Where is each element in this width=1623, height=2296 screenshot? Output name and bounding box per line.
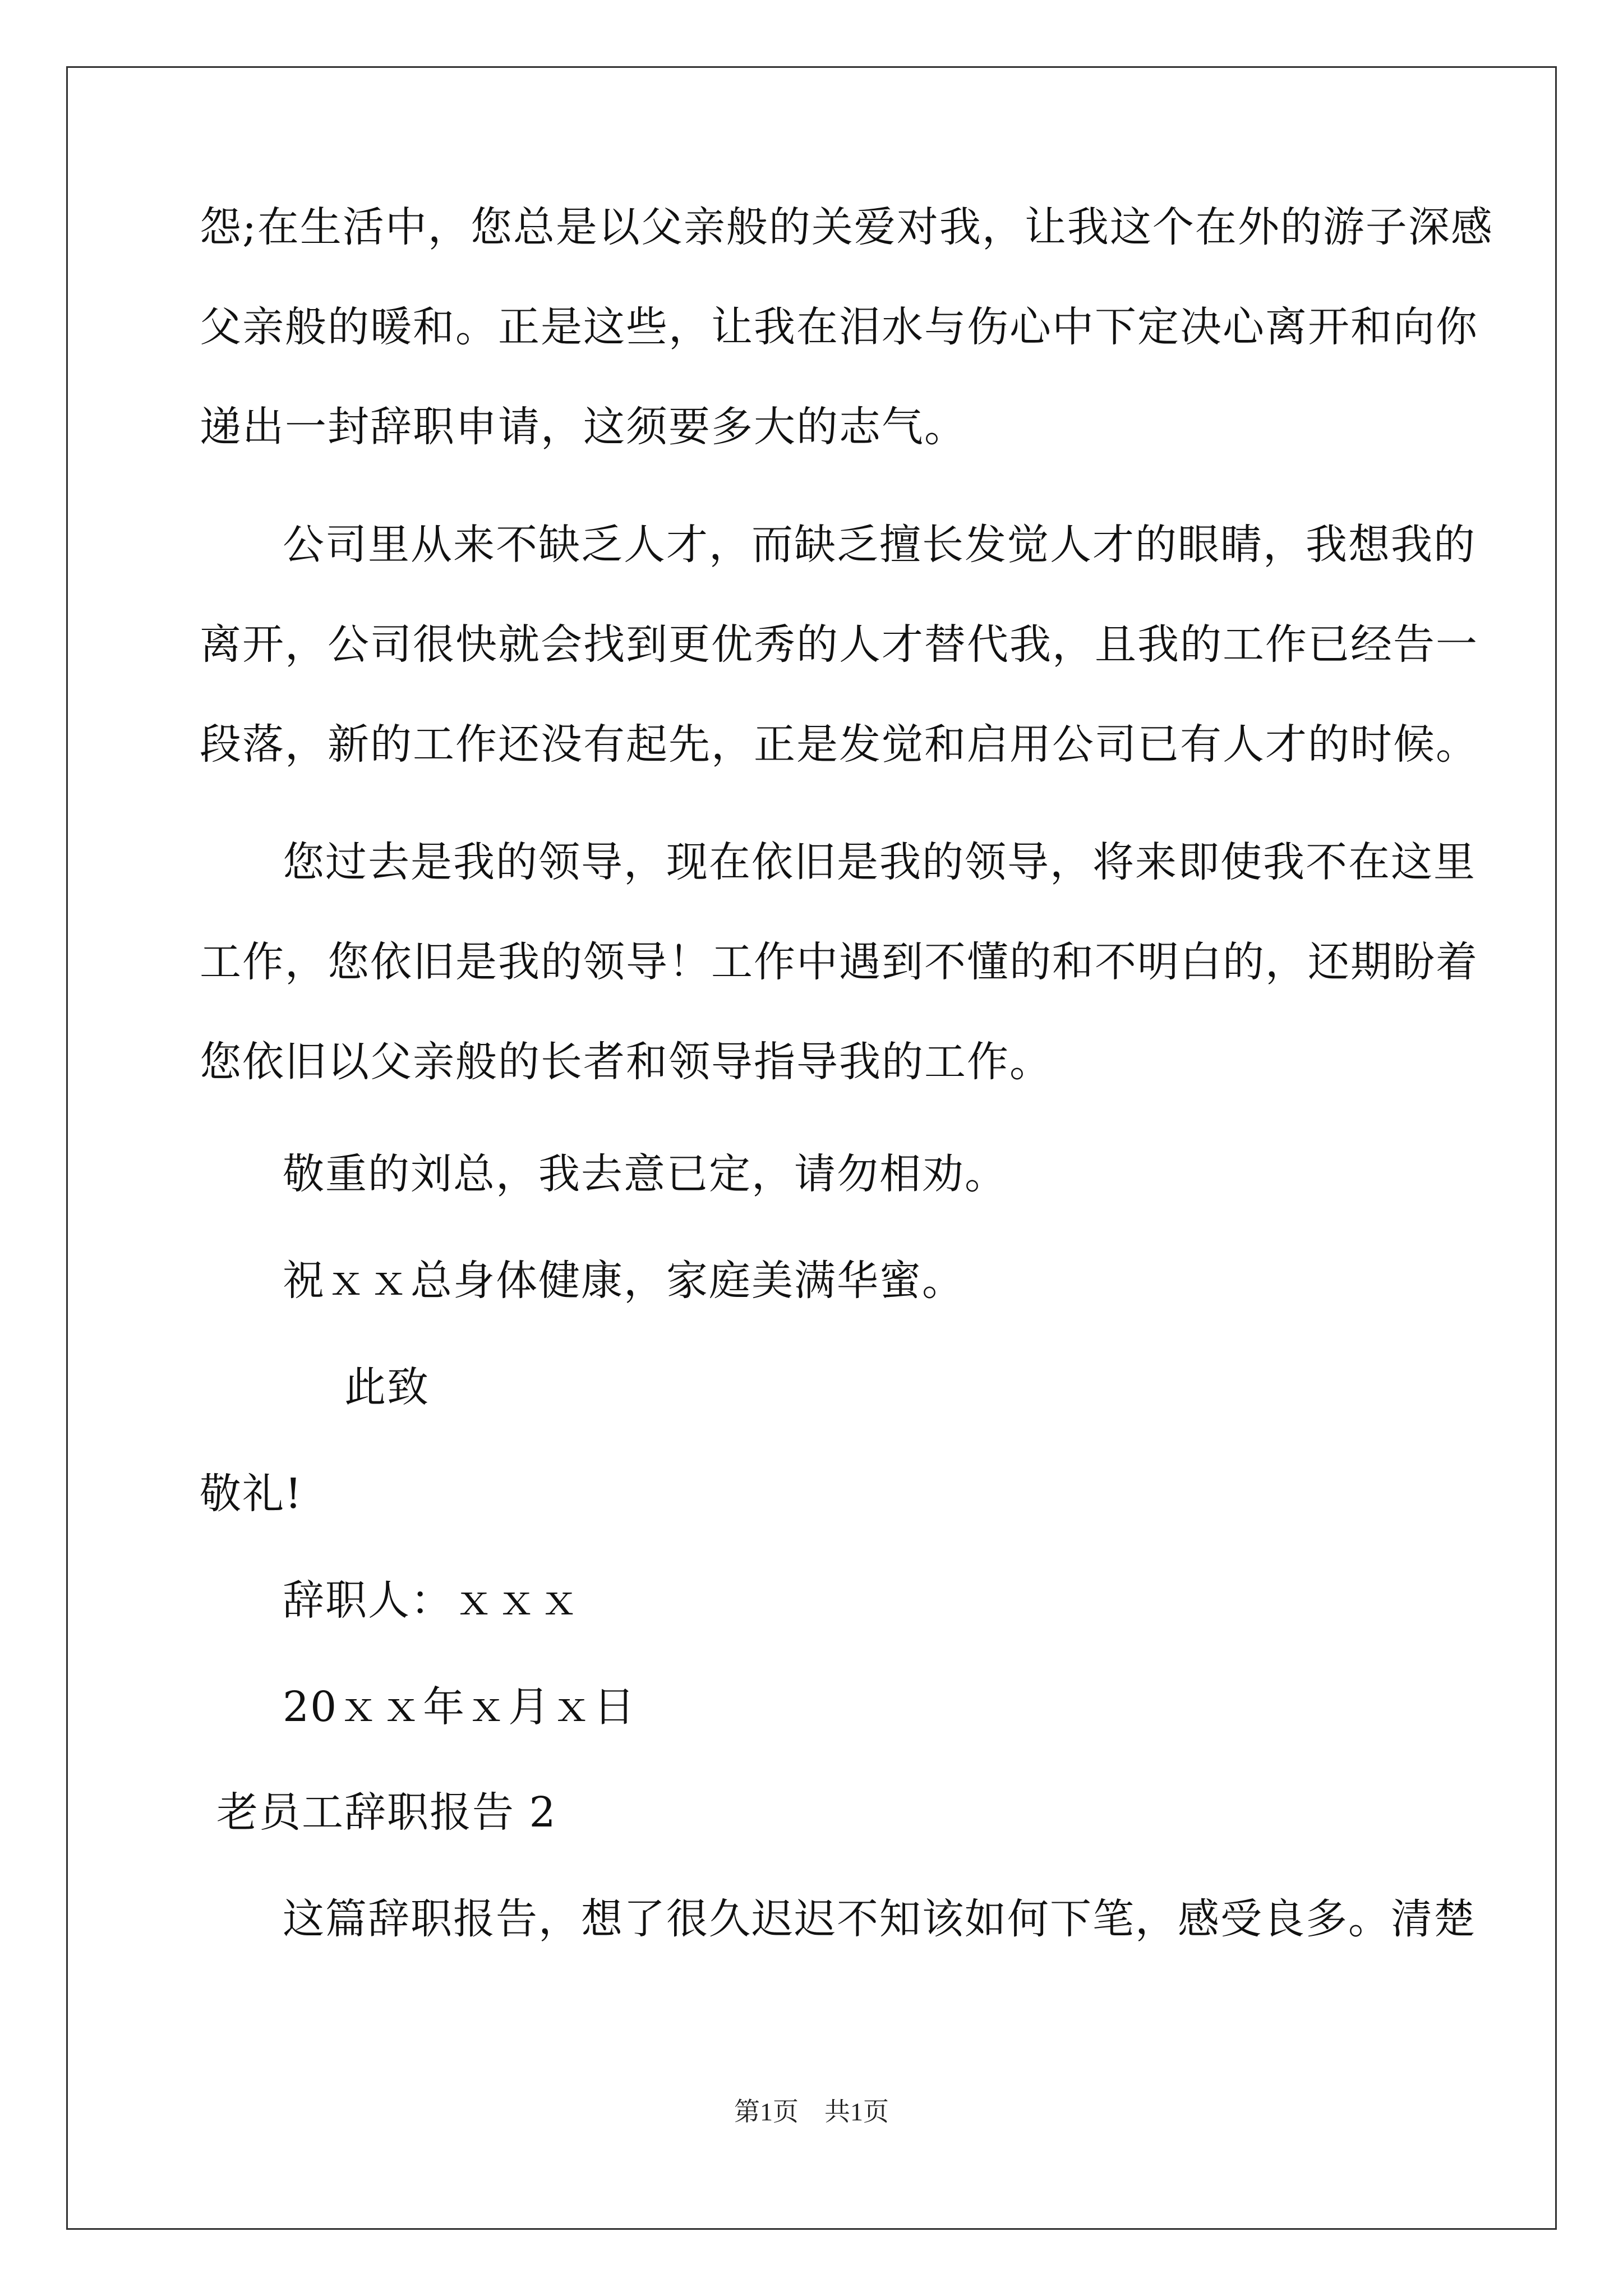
paragraph-2-line-3: 段落，新的工作还没有起先，正是发觉和启用公司已有人才的时候。 [200, 720, 1478, 769]
paragraph-4: 敬重的刘总，我去意已定，请勿相劝。 [283, 1150, 1007, 1198]
paragraph-1-line-2: 父亲般的暖和。正是这些，让我在泪水与伤心中下定决心离开和向你 [200, 303, 1478, 351]
paragraph-6-line-1: 这篇辞职报告，想了很久迟迟不知该如何下笔，感受良多。清楚 [283, 1895, 1476, 1943]
closing-ci-zhi: 此致 [344, 1363, 430, 1411]
signer-line: 辞职人：ｘｘｘ [283, 1576, 581, 1625]
paragraph-1-line-1: 怨;在生活中，您总是以父亲般的关爱对我，让我这个在外的游子深感 [200, 203, 1493, 251]
paragraph-3-line-3: 您依旧以父亲般的长者和领导指导我的工作。 [200, 1038, 1052, 1086]
paragraph-1-line-3: 递出一封辞职申请，这须要多大的志气。 [200, 403, 967, 451]
paragraph-5: 祝ｘｘ总身体健康，家庭美满华蜜。 [283, 1257, 965, 1305]
section-title: 老员工辞职报告 2 [216, 1788, 557, 1837]
date-line: 20ｘｘ年ｘ月ｘ日 [283, 1683, 637, 1731]
page-footer: 第1页 共1页 [734, 2097, 889, 2126]
paragraph-2-line-2: 离开，公司很快就会找到更优秀的人才替代我，且我的工作已经告一 [200, 620, 1478, 669]
closing-jing-li: 敬礼! [200, 1470, 303, 1518]
paragraph-3-line-2: 工作，您依旧是我的领导！工作中遇到不懂的和不明白的，还期盼着 [200, 938, 1478, 986]
paragraph-2-line-1: 公司里从来不缺乏人才，而缺乏擅长发觉人才的眼睛，我想我的 [283, 521, 1476, 569]
paragraph-3-line-1: 您过去是我的领导，现在依旧是我的领导，将来即使我不在这里 [283, 838, 1476, 886]
